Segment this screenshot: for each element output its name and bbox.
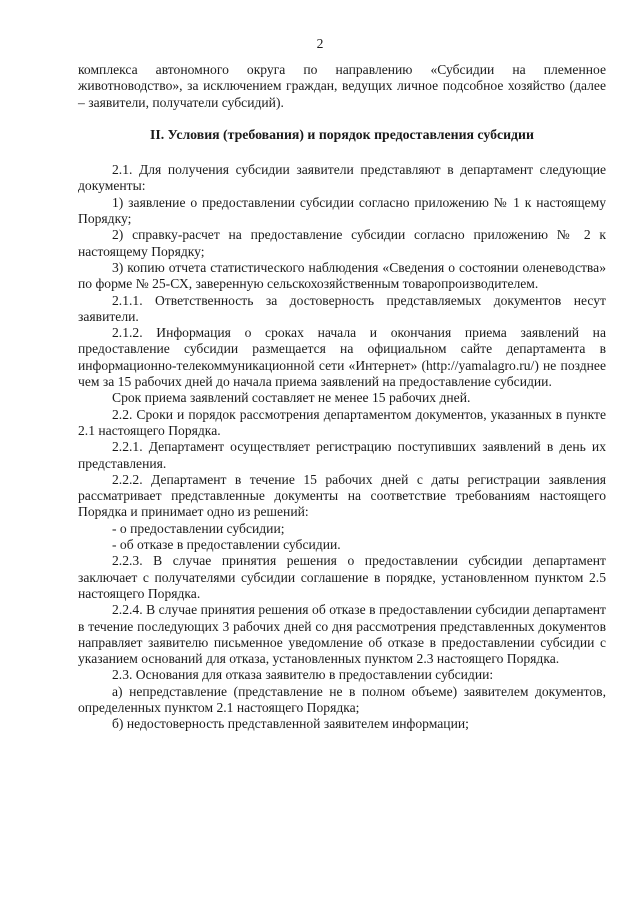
paragraph-2-3-b: б) недостоверность представленной заявителем информации; — [112, 716, 469, 732]
paragraph-2-1-2: 2.1.2. Информация о сроках начала и окончания приема заявлений на предоставление субсидии размещается на официальном сайте департамента в информационно-телекоммуникационной сети «Интернет» (http://yamalagro.ru/) не позднее чем за 15 рабочих дней до начала приема заявлений на предоставление субсидии. — [78, 325, 606, 390]
paragraph-2-2-4: 2.2.4. В случае принятия решения об отказе в предоставлении субсидии департамент в течение последующих 3 рабочих дней со дня рассмотрения представленных документов направляет заявителю письменное уведомление об отказе в предоставлении субсидии с указанием оснований для отказа, установленных пунктом 2.3 настоящего Порядка. — [78, 602, 606, 667]
page-number: 2 — [316, 36, 324, 51]
section-title: II. Условия (требования) и порядок предоставления субсидии — [150, 126, 534, 142]
paragraph-2-1-1: 2.1.1. Ответственность за достоверность представляемых документов несут заявители. — [78, 292, 606, 324]
paragraph-deadline: Срок приема заявлений составляет не менее 15 рабочих дней. — [112, 390, 471, 406]
paragraph-decision-grant: - о предоставлении субсидии; — [112, 520, 285, 536]
paragraph-2-3-a: а) непредставление (представление не в полном объеме) заявителем документов, определенных пунктом 2.1 настоящего Порядка; — [78, 683, 606, 715]
paragraph-2-2-1: 2.2.1. Департамент осуществляет регистрацию поступивших заявлений в день их представления. — [78, 439, 606, 471]
intro-paragraph: комплекса автономного округа по направлению «Субсидии на племенное животноводство», за исключением граждан, ведущих личное подсобное хозяйство (далее – заявители, получатели субсидий). — [78, 62, 606, 110]
paragraph-2-2-3: 2.2.3. В случае принятия решения о предоставлении субсидии департамент заключает с получателями субсидии соглашение в порядке, установленном пунктом 2.5 настоящего Порядка. — [78, 553, 606, 601]
paragraph-2-1-item-3: 3) копию отчета статистического наблюдения «Сведения о состоянии оленеводства» по форме № 25-СХ, заверенную сельскохозяйственным товаропроизводителем. — [78, 259, 606, 292]
document-body — [78, 62, 606, 733]
paragraph-2-1: 2.1. Для получения субсидии заявители представляют в департамент следующие документы: — [78, 162, 606, 194]
paragraph-2-2: 2.2. Сроки и порядок рассмотрения департаментом документов, указанных в пункте 2.1 настоящего Порядка. — [78, 406, 606, 438]
paragraph-2-3: 2.3. Основания для отказа заявителю в предоставлении субсидии: — [112, 667, 494, 683]
paragraph-2-1-item-1: 1) заявление о предоставлении субсидии согласно приложению № 1 к настоящему Порядку; — [78, 194, 606, 227]
paragraph-2-2-2: 2.2.2. Департамент в течение 15 рабочих дней с даты регистрации заявления рассматривает представленные документы на соответствие требованиям настоящего Порядка и принимает одно из решений: — [78, 471, 606, 520]
paragraph-decision-refuse: - об отказе в предоставлении субсидии. — [112, 537, 341, 553]
paragraph-2-1-item-2: 2) справку-расчет на предоставление субсидии согласно приложению № 2 к настоящему Порядку; — [78, 227, 606, 259]
